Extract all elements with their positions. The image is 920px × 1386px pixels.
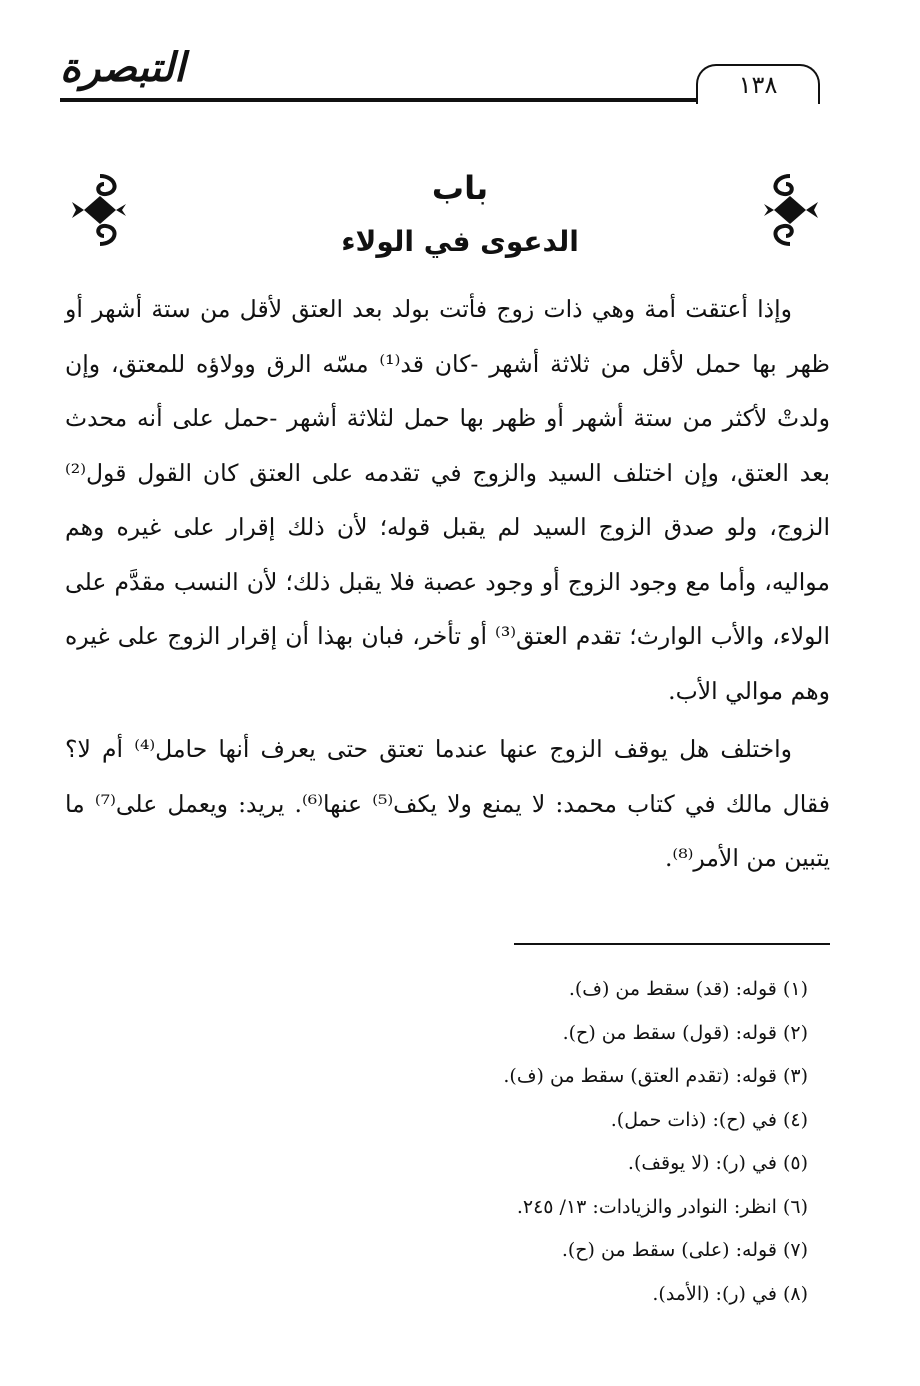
footnote-separator	[514, 943, 830, 945]
footnotes	[80, 968, 808, 1316]
book-title: التبصرة	[60, 44, 186, 91]
footnote: (٣) قوله: (تقدم العتق) سقط من (ف).	[503, 1065, 808, 1087]
footnote: (٢) قوله: (قول) سقط من (ح).	[562, 1021, 808, 1044]
page-header	[60, 40, 820, 110]
footnote: (٧) قوله: (على) سقط من (ح).	[561, 1239, 808, 1261]
footnote: (٥) في (ر): (لا يوقف).	[627, 1152, 808, 1174]
footnote: (٨) في (ر): (الأمد).	[652, 1282, 808, 1305]
footnote: (٦) انظر: النوادر والزيادات: ١٣/ ٢٤٥.	[516, 1195, 808, 1218]
paragraph: واختلف هل يوقف الزوج عنها عندما تعتق حتى يعرف أنها حامل⁽⁴⁾ أم لا؟ فقال مالك في كتاب محمد: لا يمنع ولا يكف⁽⁵⁾ عنها⁽⁶⁾. يريد: ويعمل على⁽⁷⁾ ما يتبين من الأمر⁽⁸⁾.	[65, 735, 830, 872]
chapter-title: باب	[431, 169, 489, 207]
ornament-left-icon	[70, 172, 130, 248]
paragraph: وإذا أعتقت أمة وهي ذات زوج فأتت بولد بعد العتق لأقل من ستة أشهر أو ظهر بها حمل لأقل من ثلاثة أشهر -كان قد⁽¹⁾ مسّه الرق وولاؤه للمعتق، وإن ولدتْ لأكثر من ستة أشهر أو ظهر بها حمل لثلاثة أشهر -حمل على أنه محدث بعد العتق، وإن اختلف السيد والزوج في تقدمه على العتق كان القول قول⁽²⁾ الزوج، ولو صدق الزوج السيد لم يقبل قوله؛ لأن ذلك إقرار على غيره وهم مواليه، وأما مع وجود الزوج أو وجود عصبة فلا يقبل ذلك؛ لأن النسب مقدَّم على الولاء، والأب الوارث؛ تقدم العتق⁽³⁾ أو تأخر، فبان بهذا أن إقرار الزوج على غيره وهم موالي الأب.	[65, 295, 830, 705]
body-text	[65, 282, 830, 886]
footnote: (١) قوله: (قد) سقط من (ف).	[568, 978, 808, 1000]
ornament-right-icon	[760, 172, 820, 248]
footnote: (٤) في (ح): (ذات حمل).	[610, 1108, 808, 1131]
chapter-subtitle: الدعوى في الولاء	[341, 225, 579, 258]
page-number: ١٣٨	[696, 64, 820, 104]
